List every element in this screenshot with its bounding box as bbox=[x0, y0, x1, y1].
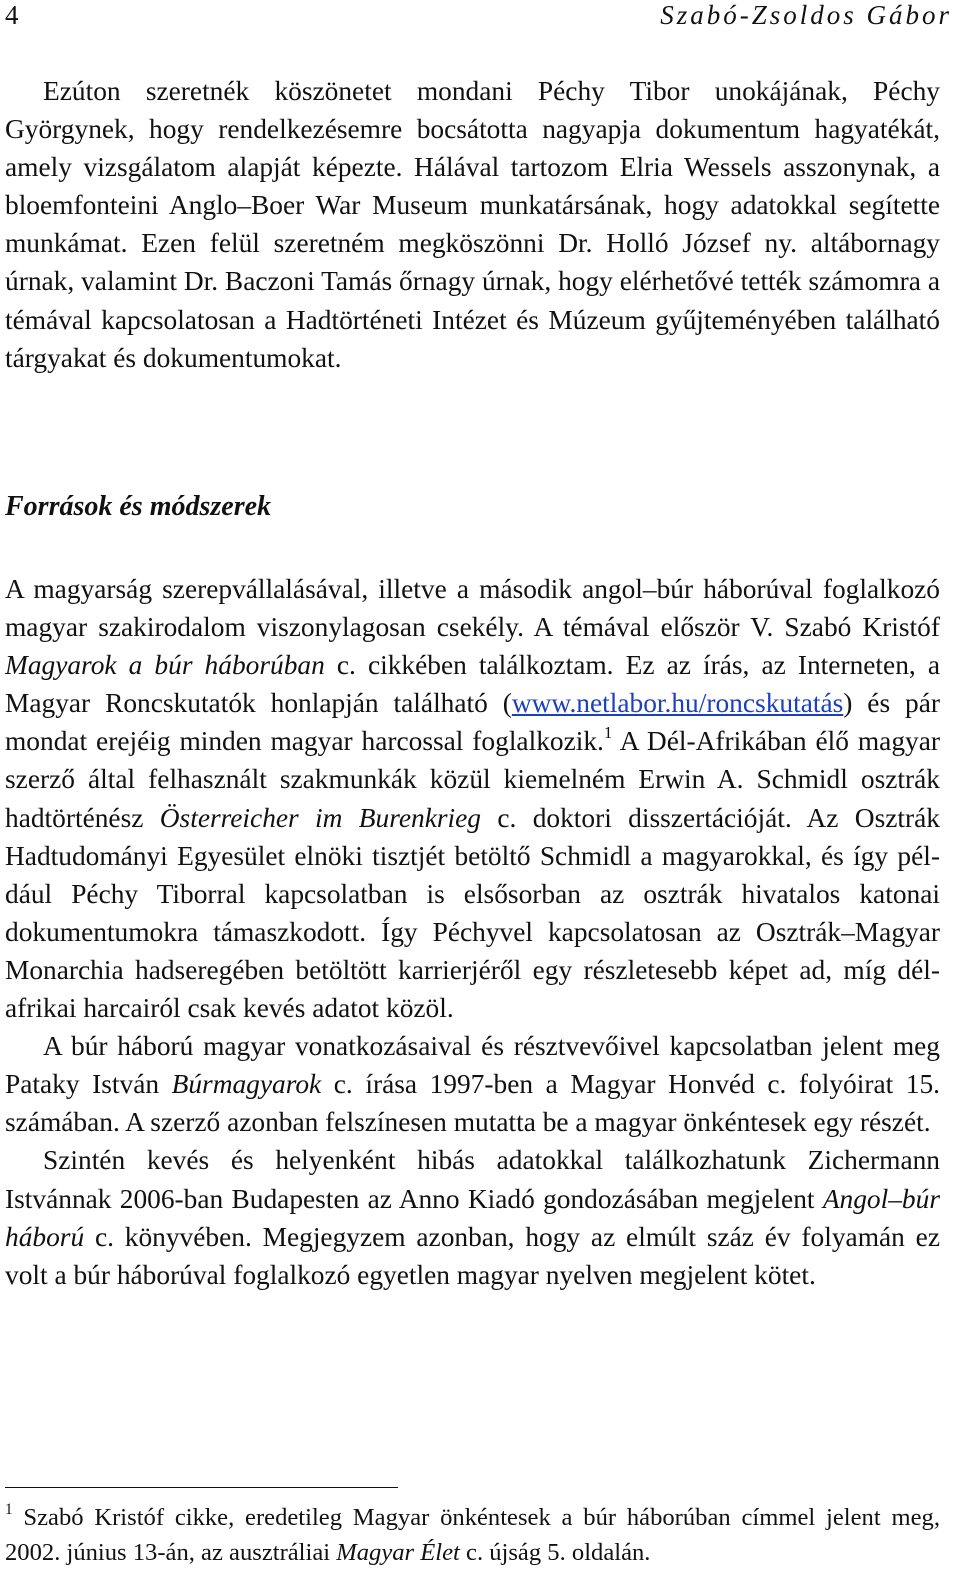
footnote bbox=[5, 1500, 940, 1570]
acknowledgements-block bbox=[5, 72, 940, 377]
paragraph-text: Ezúton szeretnék köszönetet mondani Péchy Tibor unokájának, Péchy Györgynek, hogy rendelkezésemre bocsátotta nagyapja dokumentum hagyatékát, amely vizsgálatom alapját képezte. Hálával tartozom Elria Wessels asszonynak, a bloemfonteini Anglo–Boer War Museum munkatársának, hogy adatokkal segítette munkámat. Ezen felül szeretném megköszönni Dr. Holló József ny. altábornagy úrnak, valamint Dr. Baczoni Tamás őrnagy úrnak, hogy elérhetővé tették számomra a témával kapcsolatosan a Hadtörténeti Intézet és Múzeum gyűjteményében található tárgyakat és dokumentumokat. bbox=[5, 76, 940, 373]
text-run: A búr háború magyar vonatkozásaival és résztvevőivel kapcsolatban jelent meg Pataky István bbox=[5, 1031, 940, 1100]
text-run: ) és pár mondat erejéig minden magyar harcossal foglalkozik. bbox=[5, 688, 940, 757]
cited-title: Magyar Élet bbox=[336, 1539, 460, 1566]
cited-title: Angol–búr háború bbox=[5, 1183, 940, 1252]
page-number: 4 bbox=[5, 0, 19, 30]
paragraph-zichermann bbox=[5, 1141, 940, 1293]
text-run: c. újság 5. oldalán. bbox=[459, 1539, 651, 1566]
cited-title: Österreicher im Burenkrieg bbox=[159, 802, 481, 833]
paragraph-sources bbox=[5, 570, 940, 1027]
acknowledgements-paragraph bbox=[5, 72, 940, 377]
running-head-author: Szabó-Zsoldos Gábor bbox=[660, 0, 952, 30]
sources-methods-block bbox=[5, 570, 940, 1294]
cited-title: Búrmagyarok bbox=[171, 1069, 322, 1100]
footnote-reference[interactable]: 1 bbox=[603, 722, 613, 742]
paragraph-pataky bbox=[5, 1027, 940, 1141]
page-header bbox=[5, 0, 952, 34]
footnote-text bbox=[5, 1500, 940, 1570]
footnote-divider bbox=[5, 1487, 398, 1488]
text-run: c. könyvében. Megjegyzem azonban, hogy az elmúlt száz év folyamán ez volt a búr háborúval foglalkozó egyetlen magyar nyelven megjelent kötet. bbox=[5, 1221, 940, 1290]
website-link[interactable]: www.netlabor.hu/roncskutatás bbox=[511, 688, 844, 719]
text-run: c. doktori disszertációját. Az Osztrák Hadtudományi Egyesület elnöki tisztjét betöltő Schmidl a magyarokkal, és így például Péchy Tiborral kapcsolatban is elsősorban az osztrák hivatalos katonai dokumentumokra támaszkodott. Így Péchyvel kapcsolatosan az Osztrák–Magyar Monarchia hadseregében betöltött karrierjéről egy részletesebb képet ad, míg dél-afrikai harcairól csak kevés adatot közöl. bbox=[5, 802, 940, 1024]
cited-title: Magyarok a búr háborúban bbox=[5, 650, 325, 681]
section-heading: Források és módszerek bbox=[5, 491, 272, 522]
text-run: A magyarság szerepvállalásával, illetve a második angol–búr háborúval foglalkozó magyar szakirodalom viszonylagosan csekély. A témával először V. Szabó Kristóf bbox=[5, 574, 940, 643]
text-run: A Dél-Afrikában élő magyar szerző által felhasznált szakmunkák közül kiemelném Erwin A. Schmidl osztrák hadtörténész bbox=[5, 726, 940, 833]
text-run: Szabó Kristóf cikke, eredetileg Magyar önkéntesek a búr háborúban címmel jelent meg, 2002. június 13-án, az ausztráliai bbox=[5, 1504, 940, 1566]
text-run: c. írása 1997-ben a Magyar Honvéd c. folyóirat 15. számában. A szerző azonban felszínesen mutatta be a magyar önkéntesek egy részét. bbox=[5, 1069, 941, 1138]
footnote-marker: 1 bbox=[5, 1500, 13, 1518]
text-run: c. cikkében találkoztam. Ez az írás, az Interneten, a Magyar Roncskutatók honlapján található ( bbox=[5, 650, 940, 719]
text-run: Szintén kevés és helyenként hibás adatokkal találkozhatunk Zichermann Istvánnak 2006-ban Budapesten az Anno Kiadó gondozásában megjelent bbox=[5, 1145, 940, 1214]
